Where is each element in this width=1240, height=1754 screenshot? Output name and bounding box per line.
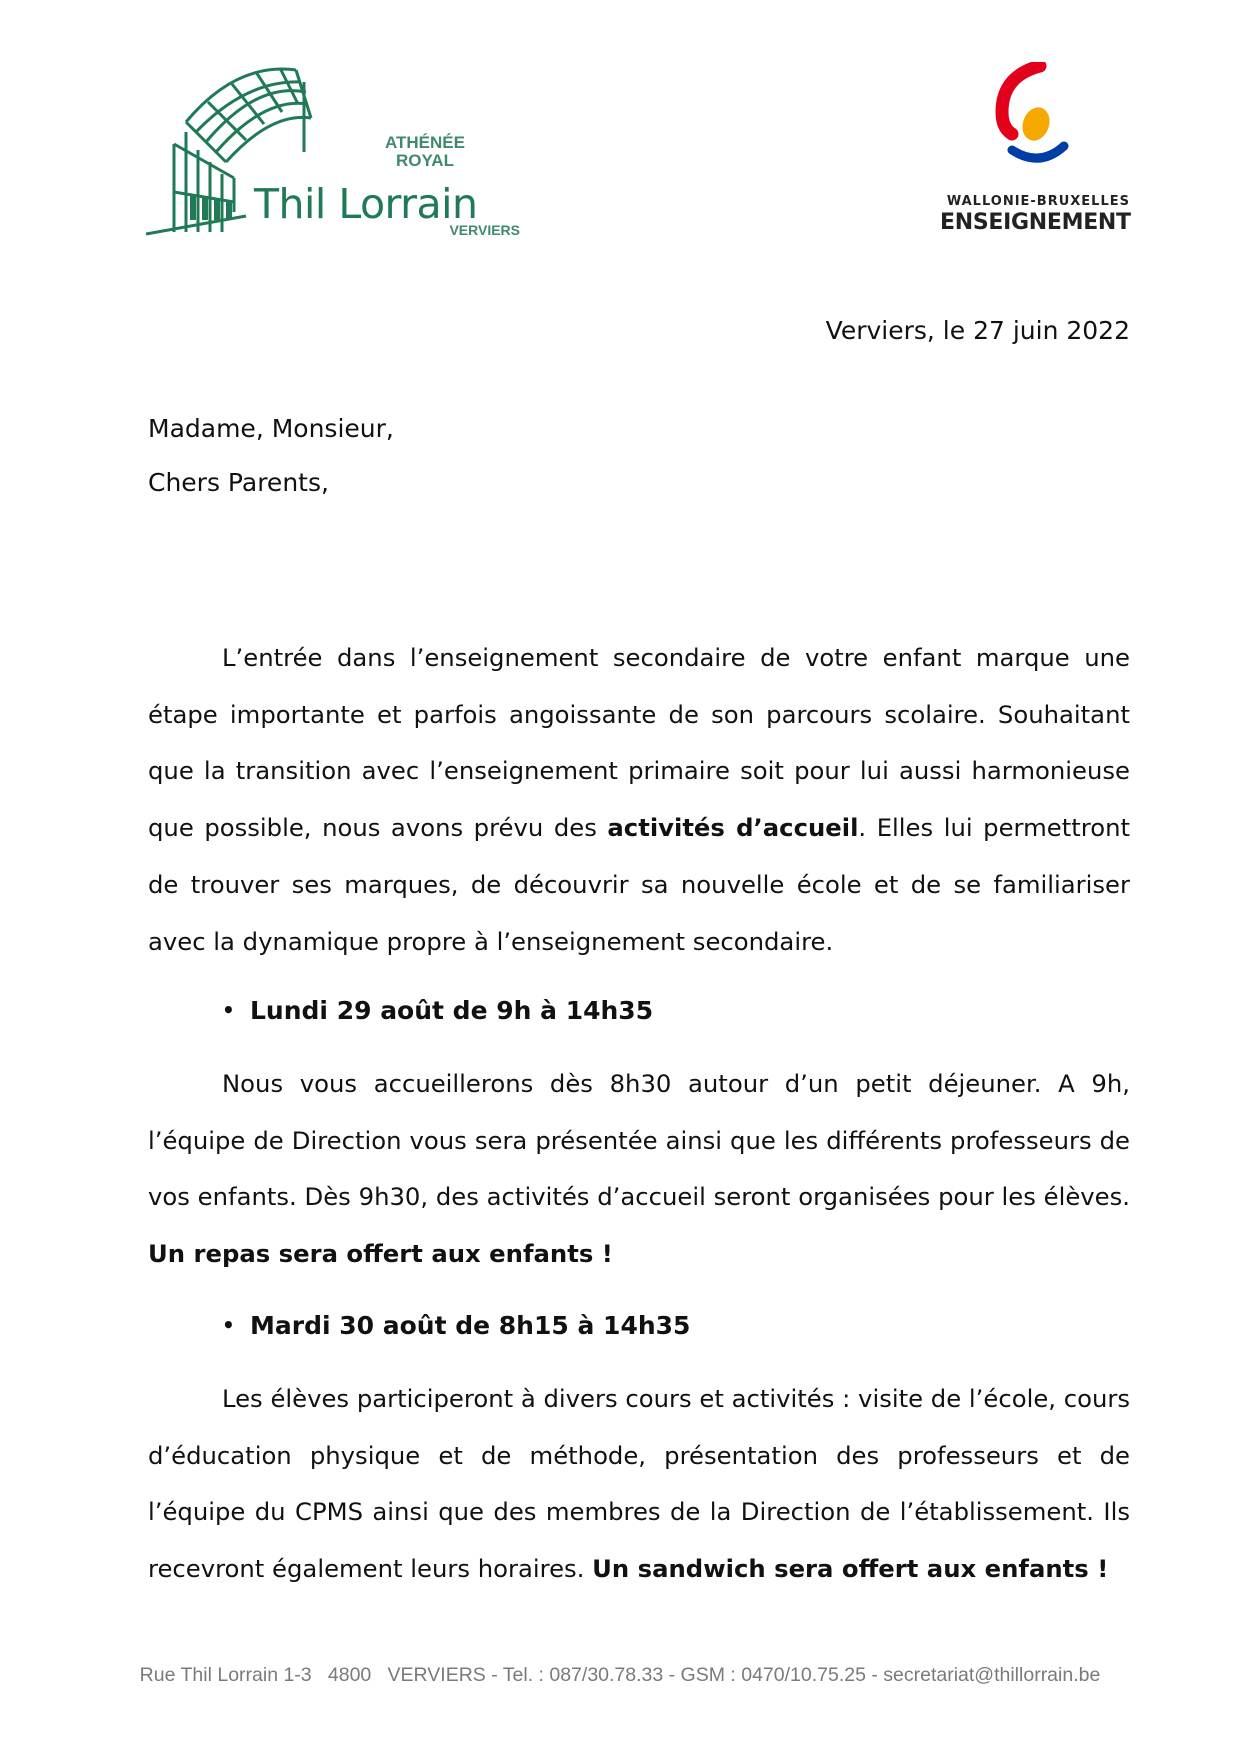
federation-logo-subtitle: WALLONIE-BRUXELLES	[946, 194, 1130, 209]
day1-paragraph	[148, 1056, 1130, 1283]
logo-line-royal: ROYAL	[396, 151, 454, 170]
school-logo	[146, 62, 520, 242]
logo-city: VERVIERS	[449, 222, 520, 238]
federation-logo-title: ENSEIGNEMENT	[940, 210, 1131, 235]
day1-bold: Un repas sera offert aux enfants !	[148, 1239, 613, 1269]
day2-paragraph	[148, 1371, 1130, 1598]
intro-text-1: L’entrée dans l’enseignement secondaire de votre enfant marque une étape importante et parfois angoissante de son parcours scolaire. Souhaitant que la transition avec l’enseignement primaire soit pour lui aussi harmonieuse que possible, nous avons prévu des	[148, 643, 1130, 843]
bullet-icon: •	[222, 1313, 235, 1337]
intro-bold: activités d’accueil	[607, 813, 859, 843]
logo-line-athenee: ATHÉNÉE	[385, 133, 465, 152]
day2-text: Les élèves participeront à divers cours et activités : visite de l’école, cours d’éducation physique et de méthode, présentation des professeurs et de l’équipe du CPMS ainsi que des membres de la Direction de l’établissement. Ils recevront également leurs horaires.	[148, 1384, 1130, 1584]
day2-bold: Un sandwich sera offert aux enfants !	[592, 1554, 1109, 1584]
letter-date: Verviers, le 27 juin 2022	[825, 316, 1130, 345]
day1-text: Nous vous accueillerons dès 8h30 autour d’un petit déjeuner. A 9h, l’équipe de Direction vous sera présentée ainsi que les différents professeurs de vos enfants. Dès 9h30, des activités d’accueil seront organisées pour les élèves.	[148, 1069, 1130, 1212]
bullet-icon: •	[222, 998, 235, 1022]
day1-heading-text: Lundi 29 août de 9h à 14h35	[250, 996, 654, 1025]
federation-emblem-icon	[994, 62, 1074, 174]
intro-text-2: . Elles lui permettront de trouver ses marques, de découvrir sa nouvelle école et de se familiariser avec la dynamique propre à l’enseignement secondaire.	[148, 813, 1130, 956]
day2-heading-text: Mardi 30 août de 8h15 à 14h35	[250, 1311, 691, 1340]
salutation-line-1: Madame, Monsieur,	[148, 414, 394, 443]
salutation-line-2: Chers Parents,	[148, 468, 329, 497]
intro-paragraph	[148, 630, 1130, 970]
footer-address: Rue Thil Lorrain 1-3 4800 VERVIERS - Tel. : 087/30.78.33 - GSM : 0470/10.75.25 - secretariat@thillorrain.be	[139, 1664, 1101, 1686]
logo-school-name: Thil Lorrain	[254, 180, 478, 228]
day2-heading	[222, 1311, 690, 1340]
federation-logo	[940, 62, 1140, 242]
day1-heading	[222, 996, 653, 1025]
